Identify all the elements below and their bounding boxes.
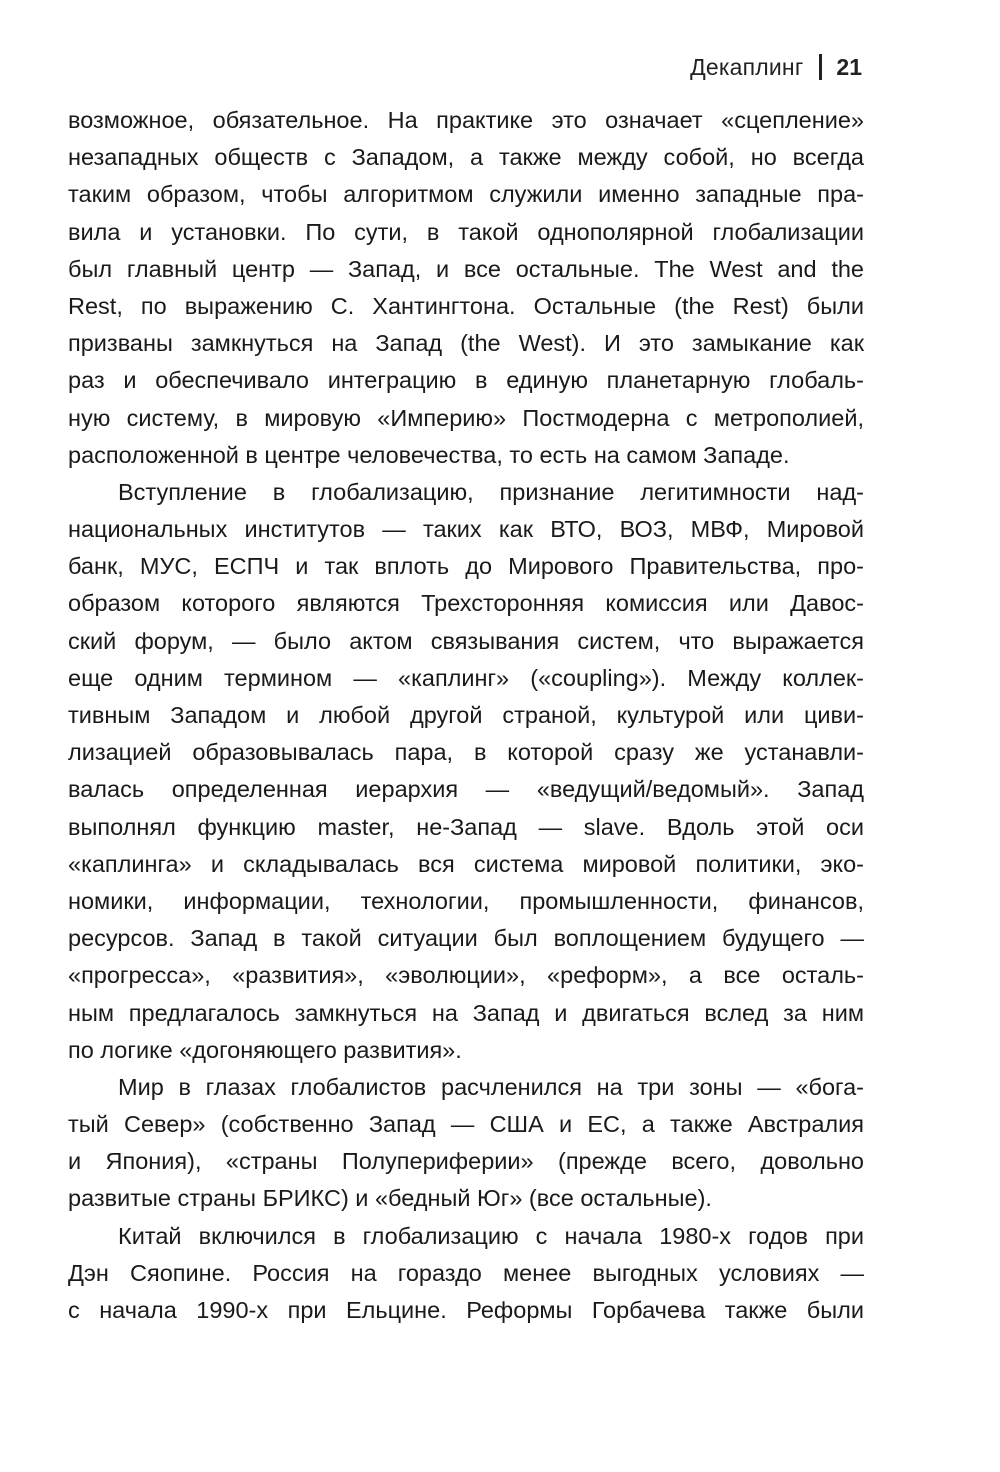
text-line: был главный центр — Запад, и все остальные. The West and the bbox=[68, 255, 864, 282]
text-line: Дэн Сяопине. Россия на гораздо менее выгодных условиях — bbox=[68, 1259, 864, 1286]
text-line: развитые страны БРИКС) и «бедный Юг» (все остальные). bbox=[68, 1185, 712, 1212]
text-line: образом которого являются Трехсторонняя комиссия или Давос- bbox=[68, 590, 864, 617]
text-line: «каплинга» и складывалась вся система мировой политики, эко- bbox=[68, 850, 864, 877]
text-line: расположенной в центре человечества, то есть на самом Западе. bbox=[68, 441, 790, 468]
text-line: возможное, обязательное. На практике это означает «сцепление» bbox=[68, 107, 864, 133]
paragraph bbox=[68, 102, 864, 474]
text-line: Вступление в глобализацию, признание легитимности над- bbox=[118, 478, 864, 505]
text-line: «прогресса», «развития», «эволюции», «реформ», а все осталь- bbox=[68, 962, 864, 989]
text-line: по логике «догоняющего развития». bbox=[68, 1036, 462, 1063]
text-line: ным предлагалось замкнуться на Запад и двигаться вслед за ним bbox=[68, 999, 864, 1026]
text-line: национальных институтов — таких как ВТО, ВОЗ, МВФ, Мировой bbox=[68, 516, 864, 543]
text-line: призваны замкнуться на Запад (the West). И это замыкание как bbox=[68, 330, 864, 357]
running-header bbox=[690, 52, 862, 82]
text-line: выполнял функцию master, не-Запад — slave. Вдоль этой оси bbox=[68, 813, 864, 840]
text-line: вила и установки. По сути, в такой однополярной глобализации bbox=[68, 218, 864, 245]
text-line: лизацией образовывалась пара, в которой сразу же устанавли- bbox=[68, 739, 864, 766]
chapter-title: Декаплинг bbox=[690, 54, 804, 80]
text-line: Rest, по выражению С. Хантингтона. Остальные (the Rest) были bbox=[68, 292, 864, 319]
text-line: раз и обеспечивало интеграцию в единую планетарную глобаль- bbox=[68, 367, 864, 394]
page-number: 21 bbox=[836, 54, 862, 80]
text-line: и Япония), «страны Полупериферии» (прежде всего, довольно bbox=[68, 1148, 864, 1175]
text-line: ский форум, — было актом связывания систем, что выражается bbox=[68, 627, 864, 654]
paragraph bbox=[68, 474, 864, 1069]
page-body bbox=[68, 102, 864, 1329]
text-line: незападных обществ с Западом, а также между собой, но всегда bbox=[68, 144, 864, 171]
text-line: валась определенная иерархия — «ведущий/ведомый». Запад bbox=[68, 776, 864, 803]
text-line: Китай включился в глобализацию с начала 1980-х годов при bbox=[118, 1222, 864, 1249]
paragraph bbox=[68, 1069, 864, 1218]
header-separator bbox=[819, 54, 822, 80]
text-line: ресурсов. Запад в такой ситуации был воплощением будущего — bbox=[68, 925, 864, 952]
text-line: тивным Западом и любой другой страной, культурой или циви- bbox=[68, 702, 864, 728]
text-line: с начала 1990-х при Ельцине. Реформы Горбачева также были bbox=[68, 1297, 864, 1323]
text-line: Мир в глазах глобалистов расчленился на три зоны — «бога- bbox=[118, 1073, 864, 1100]
text-line: таким образом, чтобы алгоритмом служили именно западные пра- bbox=[68, 181, 864, 208]
text-line: банк, МУС, ЕСПЧ и так вплоть до Мирового Правительства, про- bbox=[68, 553, 864, 580]
text-line: еще одним термином — «каплинг» («coupling»). Между коллек- bbox=[68, 664, 864, 691]
text-line: номики, информации, технологии, промышленности, финансов, bbox=[68, 887, 864, 914]
paragraph bbox=[68, 1218, 864, 1330]
text-line: ную систему, в мировую «Империю» Постмодерна с метрополией, bbox=[68, 404, 864, 431]
text-line: тый Север» (собственно Запад — США и ЕС, а также Австралия bbox=[68, 1111, 864, 1138]
